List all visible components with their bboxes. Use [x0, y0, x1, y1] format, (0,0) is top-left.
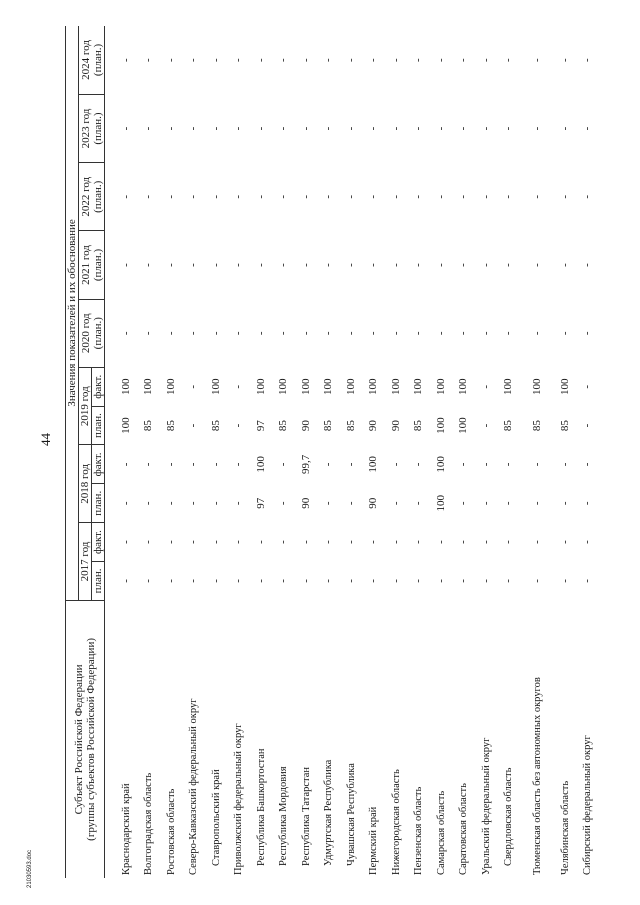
value-cell: 90 [389, 420, 402, 432]
value-cell: - [164, 331, 177, 336]
value-cell: - [434, 58, 447, 63]
value-cell: 100 [389, 378, 402, 396]
value-cell: - [344, 462, 357, 467]
value-cell: - [277, 126, 290, 131]
table-row [250, 26, 273, 878]
value-cell: - [142, 501, 155, 506]
table-row [228, 26, 251, 878]
value-cell: - [581, 501, 594, 506]
value-cell: - [344, 263, 357, 267]
year-2018-header: 2018 год [79, 445, 92, 523]
value-cell: - [164, 263, 177, 267]
value-cell: - [389, 331, 402, 336]
value-cell: - [277, 501, 290, 506]
value-cell: - [581, 384, 594, 389]
value-cell: 100 [164, 378, 177, 396]
value-cell: - [558, 579, 571, 583]
value-cell: - [142, 331, 155, 336]
value-cell: - [530, 501, 543, 506]
value-cell: - [277, 331, 290, 336]
subject-name-cell: Саратовская область [458, 783, 470, 875]
value-cell: - [299, 540, 312, 544]
value-cell: - [187, 331, 200, 336]
value-cell: - [412, 58, 425, 63]
value-cell: - [457, 579, 470, 583]
table-row [205, 26, 228, 878]
rotated-table-container [65, 26, 595, 878]
value-cell: - [322, 462, 335, 467]
value-cell: - [142, 58, 155, 63]
value-cell: - [344, 579, 357, 583]
value-cell: - [502, 331, 515, 336]
value-cell: 100 [434, 378, 447, 396]
subject-name-cell: Удмуртская Республика [323, 759, 335, 866]
subject-name-cell: Челябинская область [559, 780, 571, 875]
table-row [498, 26, 521, 878]
value-cell: - [412, 540, 425, 544]
value-cell: - [254, 540, 267, 544]
table-row [363, 26, 386, 878]
value-cell: - [209, 331, 222, 336]
value-cell: - [277, 540, 290, 544]
value-cell: - [142, 263, 155, 267]
value-cell: 97 [254, 497, 267, 509]
value-cell: - [187, 423, 200, 428]
value-cell: - [209, 462, 222, 467]
plan-2017-header: план. [92, 561, 105, 600]
plan-2019-header: план. [92, 406, 105, 445]
value-cell: - [187, 58, 200, 63]
value-cell: 100 [412, 378, 425, 396]
value-cell: 85 [412, 420, 425, 432]
value-cell: - [479, 194, 492, 199]
value-cell: - [367, 58, 380, 63]
value-cell: - [164, 501, 177, 506]
value-cell: - [389, 58, 402, 63]
subject-name-cell: Нижегородская область [390, 769, 402, 875]
value-cell: - [479, 126, 492, 131]
value-cell: - [164, 58, 177, 63]
value-cell: 100 [277, 378, 290, 396]
value-cell: - [209, 501, 222, 506]
value-cell: - [581, 540, 594, 544]
value-cell: - [502, 194, 515, 199]
value-cell: - [412, 462, 425, 467]
table-row [554, 26, 577, 878]
value-cell: - [299, 579, 312, 583]
value-cell: - [412, 331, 425, 336]
value-cell: - [187, 263, 200, 267]
value-cell: - [187, 501, 200, 506]
value-cell: - [530, 579, 543, 583]
value-cell: - [164, 126, 177, 131]
value-cell: 100 [434, 417, 447, 434]
value-cell: - [389, 501, 402, 506]
value-cell: 85 [322, 420, 335, 432]
value-cell: - [367, 540, 380, 544]
subject-name-cell: Пензенская область [413, 786, 425, 875]
value-cell: - [412, 501, 425, 506]
value-cell: - [119, 462, 132, 467]
value-cell: - [530, 263, 543, 267]
value-cell: - [558, 540, 571, 544]
subject-name-cell: Сибирский федеральный округ [582, 735, 594, 875]
value-cell: - [232, 58, 245, 63]
value-cell: - [142, 462, 155, 467]
value-cell: 100 [502, 378, 515, 396]
indicators-table [65, 26, 599, 878]
value-cell: - [322, 58, 335, 63]
value-cell: - [412, 579, 425, 583]
value-cell: - [322, 263, 335, 267]
table-row [318, 26, 341, 878]
year-2021-header: 2021 год (план.) [79, 231, 105, 299]
value-cell: - [558, 263, 571, 267]
value-cell: - [187, 540, 200, 544]
spacer-cell [105, 26, 116, 878]
value-cell: - [299, 194, 312, 199]
value-cell: - [344, 58, 357, 63]
value-cell: - [479, 462, 492, 467]
value-cell: - [367, 194, 380, 199]
value-cell: 100 [254, 378, 267, 396]
value-cell: 90 [299, 420, 312, 432]
value-cell: - [277, 263, 290, 267]
value-cell: - [502, 501, 515, 506]
value-cell: - [254, 194, 267, 199]
value-cell: - [434, 194, 447, 199]
table-row [577, 26, 600, 878]
value-cell: - [412, 263, 425, 267]
value-cell: 85 [142, 420, 155, 432]
value-cell: 100 [119, 417, 132, 434]
value-cell: - [389, 540, 402, 544]
value-cell: - [581, 462, 594, 467]
year-2023-header: 2023 год (план.) [79, 94, 105, 162]
table-row [453, 26, 476, 878]
table-row [408, 26, 431, 878]
value-cell: 85 [164, 420, 177, 432]
value-cell: - [187, 126, 200, 131]
value-cell: 100 [254, 456, 267, 473]
fact-2017-header: факт. [92, 523, 105, 562]
value-cell: - [254, 58, 267, 63]
value-cell: 100 [367, 456, 380, 473]
value-cell: - [502, 126, 515, 131]
subject-name-cell: Ставропольский край [210, 769, 222, 866]
value-cell: - [530, 331, 543, 336]
value-cell: - [502, 58, 515, 63]
table-row [430, 26, 453, 878]
value-cell: - [502, 540, 515, 544]
subject-name-cell: Республика Башкортостан [255, 748, 267, 866]
table-row [183, 26, 206, 878]
value-cell: - [367, 263, 380, 267]
value-cell: - [457, 126, 470, 131]
value-cell: - [344, 540, 357, 544]
value-cell: - [457, 462, 470, 467]
value-cell: - [164, 194, 177, 199]
subject-name-cell: Приволжский федеральный округ [233, 723, 245, 875]
value-cell: - [389, 126, 402, 131]
value-cell: - [322, 194, 335, 199]
value-cell: 100 [119, 378, 132, 396]
value-cell: - [322, 540, 335, 544]
value-cell: - [142, 579, 155, 583]
value-cell: - [434, 540, 447, 544]
value-cell: - [322, 126, 335, 131]
value-cell: - [187, 462, 200, 467]
value-cell: 100 [434, 456, 447, 473]
value-cell: - [209, 194, 222, 199]
value-cell: - [119, 58, 132, 63]
value-cell: - [164, 540, 177, 544]
value-cell: - [232, 126, 245, 131]
value-cell: - [232, 579, 245, 583]
value-cell: - [479, 58, 492, 63]
value-cell: - [581, 194, 594, 199]
year-2019-header: 2019 год [79, 367, 92, 445]
value-cell: 100 [457, 417, 470, 434]
value-cell: - [142, 194, 155, 199]
value-cell: - [232, 194, 245, 199]
value-cell: - [479, 384, 492, 389]
value-cell: - [187, 384, 200, 389]
value-cell: 85 [209, 420, 222, 432]
value-cell: - [479, 501, 492, 506]
value-cell: - [164, 579, 177, 583]
subject-name-cell: Уральский федеральный округ [480, 737, 492, 875]
value-cell: - [457, 263, 470, 267]
value-cell: - [412, 194, 425, 199]
value-cell: 100 [209, 378, 222, 396]
value-cell: - [389, 194, 402, 199]
value-cell: - [254, 331, 267, 336]
value-cell: 85 [277, 420, 290, 432]
subject-name-cell: Северо-Кавказский федеральный округ [188, 698, 200, 875]
value-cell: - [119, 194, 132, 199]
table-row [340, 26, 363, 878]
value-cell: - [367, 126, 380, 131]
value-cell: 100 [344, 378, 357, 396]
value-cell: - [434, 579, 447, 583]
value-cell: - [119, 263, 132, 267]
table-row [475, 26, 498, 878]
subject-name-cell: Республика Мордовия [278, 766, 290, 866]
value-cell: - [367, 331, 380, 336]
subject-name-cell: Ростовская область [165, 788, 177, 875]
subject-name-cell: Волгоградская область [143, 772, 155, 875]
value-cell: 100 [367, 378, 380, 396]
table-row [115, 26, 138, 878]
value-cell: - [502, 579, 515, 583]
value-cell: 90 [367, 420, 380, 432]
value-cell: - [581, 263, 594, 267]
value-cell: - [558, 194, 571, 199]
value-cell: - [530, 126, 543, 131]
value-cell: - [232, 423, 245, 428]
value-cell: - [558, 126, 571, 131]
value-cell: 100 [457, 378, 470, 396]
page-number: 44 [38, 433, 53, 446]
value-cell: - [164, 462, 177, 467]
value-cell: 100 [299, 378, 312, 396]
value-cell: - [209, 540, 222, 544]
value-cell: - [581, 331, 594, 336]
value-cell: - [119, 540, 132, 544]
value-cell: - [530, 462, 543, 467]
value-cell: - [581, 58, 594, 63]
value-cell: - [412, 126, 425, 131]
value-cell: 100 [530, 378, 543, 396]
value-cell: - [232, 501, 245, 506]
value-cell: - [232, 331, 245, 336]
subject-name-cell: Республика Татарстан [300, 766, 312, 866]
value-cell: - [209, 579, 222, 583]
value-cell: - [367, 579, 380, 583]
subject-name-cell: Чувашская Республика [345, 763, 357, 866]
table-body [105, 26, 600, 878]
subject-name-cell: Краснодарский край [120, 783, 132, 875]
value-cell: - [142, 126, 155, 131]
value-cell: - [344, 331, 357, 336]
subject-name-cell: Пермский край [368, 806, 380, 875]
value-cell: - [530, 194, 543, 199]
table-row [138, 26, 161, 878]
value-cell: - [502, 263, 515, 267]
value-cell: - [558, 331, 571, 336]
value-cell: - [119, 501, 132, 506]
value-cell: 100 [434, 495, 447, 512]
value-cell: - [232, 462, 245, 467]
value-cell: - [209, 263, 222, 267]
value-cell: 100 [322, 378, 335, 396]
value-cell: 85 [344, 420, 357, 432]
value-cell: - [479, 263, 492, 267]
value-cell: - [457, 331, 470, 336]
subject-name-cell: Свердловская область [503, 767, 515, 866]
value-cell: - [142, 540, 155, 544]
value-cell: - [530, 58, 543, 63]
value-cell: - [389, 462, 402, 467]
value-cell: - [530, 540, 543, 544]
value-cell: - [254, 126, 267, 131]
value-cell: 97 [254, 420, 267, 432]
value-cell: - [299, 58, 312, 63]
table-row [295, 26, 318, 878]
value-cell: - [254, 263, 267, 267]
value-cell: - [479, 331, 492, 336]
value-cell: - [457, 58, 470, 63]
value-cell: - [581, 423, 594, 428]
value-cell: - [187, 194, 200, 199]
year-2022-header: 2022 год (план.) [79, 163, 105, 231]
value-cell: 100 [558, 378, 571, 396]
spacer-row [105, 26, 116, 878]
table-row [160, 26, 183, 878]
value-cell: - [209, 58, 222, 63]
value-cell: 99,7 [299, 454, 312, 475]
value-cell: - [277, 58, 290, 63]
value-cell: - [558, 501, 571, 506]
value-cell: - [389, 263, 402, 267]
value-cell: - [344, 501, 357, 506]
subject-header: Субъект Российской Федерации (группы субъектов Российской Федерации) [66, 600, 105, 878]
value-cell: - [277, 579, 290, 583]
value-cell: - [119, 331, 132, 336]
year-2024-header: 2024 год (план.) [79, 26, 105, 94]
value-cell: 100 [142, 378, 155, 396]
subject-name-cell: Тюменская область без автономных округов [531, 677, 543, 875]
value-cell: - [299, 331, 312, 336]
value-cell: 90 [299, 497, 312, 509]
value-cell: - [322, 501, 335, 506]
value-cell: - [232, 540, 245, 544]
value-cell: - [479, 540, 492, 544]
value-cell: - [502, 462, 515, 467]
fact-2019-header: факт. [92, 367, 105, 406]
value-cell: - [232, 384, 245, 389]
value-cell: - [389, 579, 402, 583]
value-cell: - [457, 194, 470, 199]
table-row [385, 26, 408, 878]
value-cell: - [322, 579, 335, 583]
value-cell: - [434, 126, 447, 131]
value-cell: - [322, 331, 335, 336]
value-cell: - [558, 462, 571, 467]
value-cell: - [479, 579, 492, 583]
value-cell: - [344, 194, 357, 199]
value-cell: - [187, 579, 200, 583]
value-cell: - [434, 331, 447, 336]
value-cell: - [581, 579, 594, 583]
value-cell: - [232, 263, 245, 267]
value-cell: 85 [558, 420, 571, 432]
value-cell: - [277, 194, 290, 199]
value-cell: - [434, 263, 447, 267]
value-cell: 85 [530, 420, 543, 432]
value-cell: - [299, 126, 312, 131]
year-2020-header: 2020 год (план.) [79, 299, 105, 367]
value-cell: - [119, 579, 132, 583]
plan-2018-header: план. [92, 484, 105, 523]
table-row [273, 26, 296, 878]
fact-2018-header: факт. [92, 445, 105, 484]
value-cell: - [299, 263, 312, 267]
table-row [520, 26, 554, 878]
value-cell: - [277, 462, 290, 467]
value-cell: - [581, 126, 594, 131]
value-cell: 90 [367, 497, 380, 509]
value-cell: 85 [502, 420, 515, 432]
value-cell: - [457, 501, 470, 506]
value-cell: - [254, 579, 267, 583]
value-cell: - [558, 58, 571, 63]
value-cell: - [209, 126, 222, 131]
values-header: Значения показателей и их обоснование [66, 26, 79, 600]
value-cell: - [479, 423, 492, 428]
file-label: 21030593.doc [27, 849, 33, 888]
value-cell: - [457, 540, 470, 544]
value-cell: - [119, 126, 132, 131]
year-2017-header: 2017 год [79, 523, 92, 601]
subject-name-cell: Самарская область [435, 790, 447, 875]
value-cell: - [344, 126, 357, 131]
